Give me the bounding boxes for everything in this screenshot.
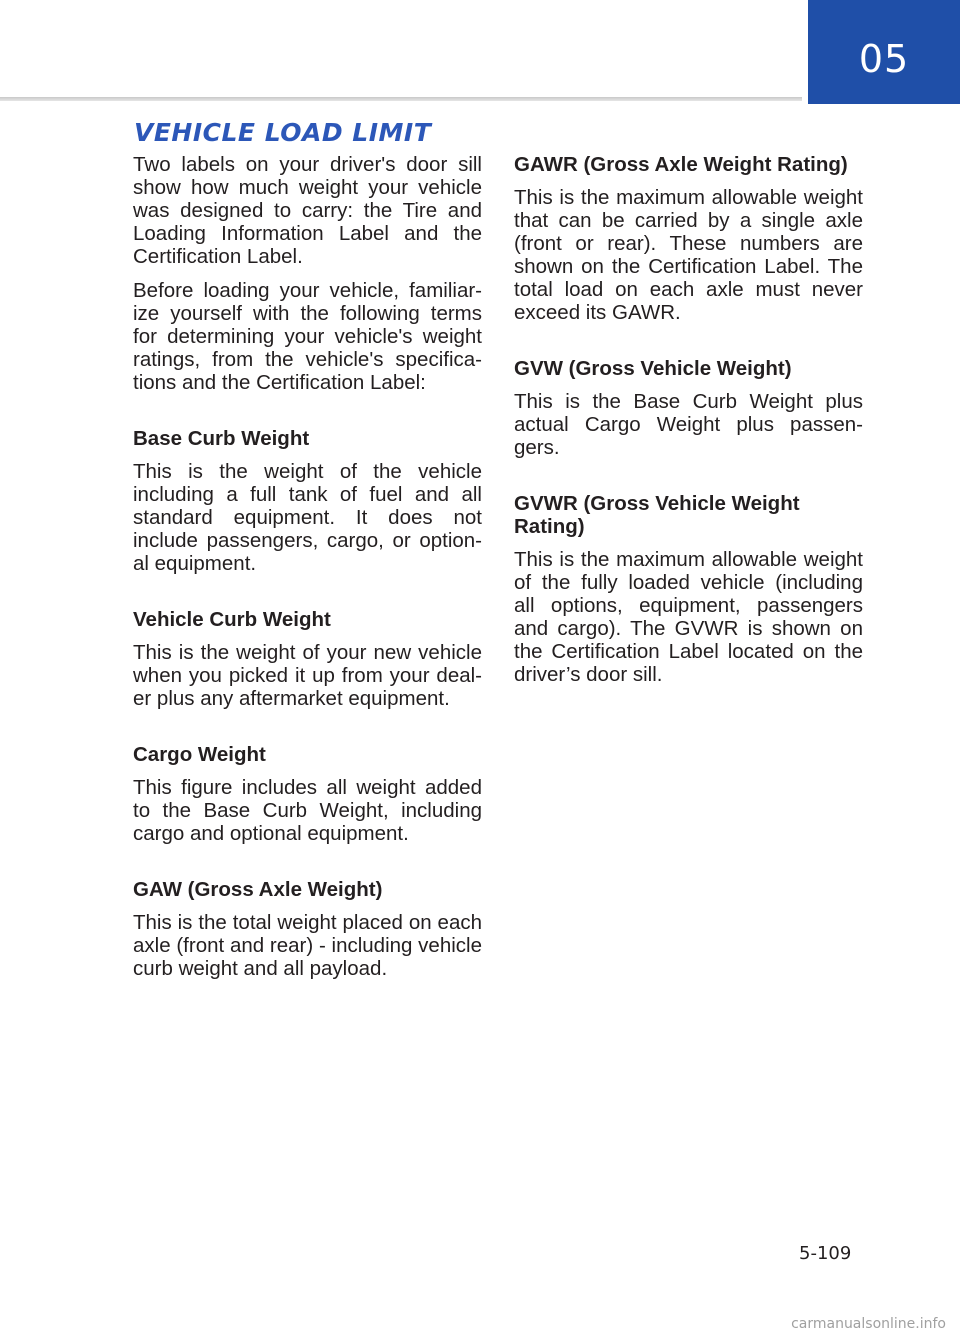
- term-body-gvw: This is the Base Curb Weight plus actual Cargo Weight plus passen-gers.: [514, 390, 863, 459]
- term-heading-vehicle-curb-weight: Vehicle Curb Weight: [133, 608, 331, 631]
- right-column: [514, 153, 863, 697]
- page-number: 5-109: [799, 1243, 852, 1264]
- intro-paragraph-2: Before loading your vehicle, familiar-ize yourself with the following terms for determining your vehicle's weight ratings, from the vehicle's specifica-tions and the Certification Label:: [133, 279, 482, 394]
- term-body-vehicle-curb-weight: This is the weight of your new vehicle when you picked it up from your deal-er plus any aftermarket equipment.: [133, 641, 482, 710]
- chapter-number: 05: [858, 37, 910, 81]
- term-body-gvwr: This is the maximum allowable weight of the fully loaded vehicle (including all options, equipment, passengers and cargo). The GVWR is shown on the Certification Label located on the driver’s door sill.: [514, 548, 863, 686]
- intro-paragraph-1: Two labels on your driver's door sill show how much weight your vehicle was designed to carry: the Tire and Loading Information Label and the Certification Label.: [133, 153, 482, 268]
- term-heading-gaw: GAW (Gross Axle Weight): [133, 878, 383, 901]
- header-rule: [0, 97, 802, 101]
- term-heading-cargo-weight: Cargo Weight: [133, 743, 266, 766]
- term-heading-base-curb-weight: Base Curb Weight: [133, 427, 310, 450]
- term-body-gawr: This is the maximum allowable weight that can be carried by a single axle (front or rear). These numbers are shown on the Certification Label. The total load on each axle must never exceed its GAWR.: [514, 186, 863, 324]
- chapter-tab[interactable]: [808, 0, 960, 104]
- term-heading-gvw: GVW (Gross Vehicle Weight): [514, 357, 792, 380]
- left-column: [133, 153, 482, 991]
- term-body-base-curb-weight: This is the weight of the vehicle including a full tank of fuel and all standard equipment. It does not include passengers, cargo, or option-al equipment.: [133, 460, 482, 575]
- section-title: VEHICLE LOAD LIMIT: [134, 118, 432, 147]
- term-body-cargo-weight: This figure includes all weight added to the Base Curb Weight, including cargo and optional equipment.: [133, 776, 482, 845]
- term-heading-gawr: GAWR (Gross Axle Weight Rating): [514, 153, 848, 176]
- term-heading-gvwr: GVWR (Gross Vehicle Weight Rating): [514, 492, 800, 538]
- watermark: carmanualsonline.info: [791, 1316, 946, 1332]
- term-body-gaw: This is the total weight placed on each axle (front and rear) - including vehicle curb weight and all payload.: [133, 911, 482, 980]
